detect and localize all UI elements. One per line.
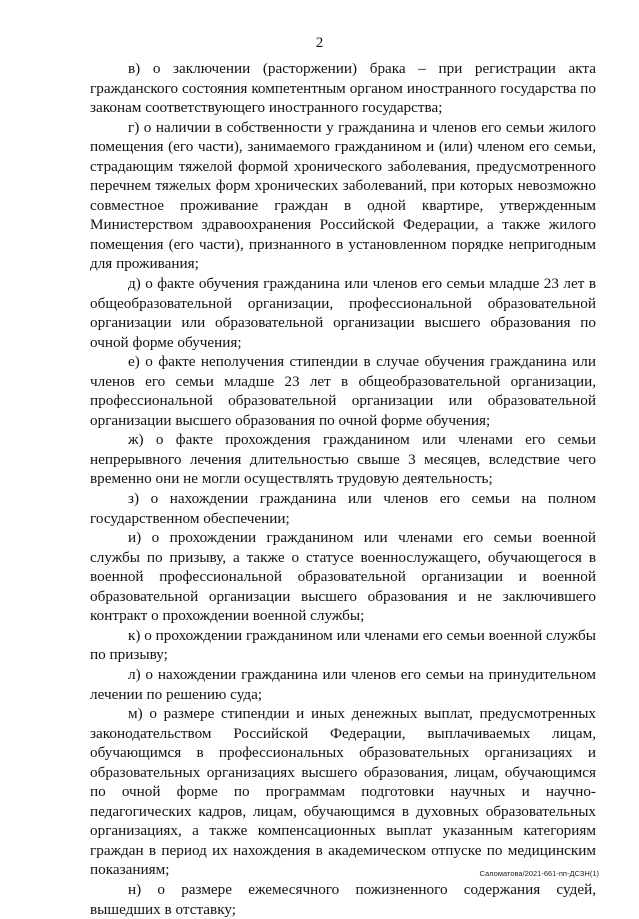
paragraph-e: е) о факте неполучения стипендии в случае обучения гражданина или членов его семьи младше 23 лет в общеобразовательной организации, профессиональной образовательной организации или образовательной организации высшего образования по очной форме обучения; [90, 353, 596, 429]
footer-document-code: Саломатова/2021-661-пп-ДСЗН(1) [479, 869, 599, 878]
paragraph-m: м) о размере стипендии и иных денежных выплат, предусмотренных законодательством Российской Федерации, выплачиваемых лицам, обучающимся в профессиональных образовательных организациях и образовательных организациях высшего образования, лицам, обучающимся по очной форме по программам подготовки научных и научно-педагогических кадров, лицам, обучающимся в духовных образовательных организациях, а также компенсационных выплат указанным категориям граждан в период их нахождения в академическом отпуске по медицинским показаниям; [90, 705, 596, 879]
paragraph-d: д) о факте обучения гражданина или членов его семьи младше 23 лет в общеобразовательной организации, профессиональной образовательной организации или образовательной организации высшего образования по очной форме обучения; [90, 275, 596, 351]
paragraph-z: з) о нахождении гражданина или членов его семьи на полном государственном обеспечении; [90, 490, 596, 527]
document-body [90, 59, 596, 919]
paragraph-n: н) о размере ежемесячного пожизненного содержания судей, вышедших в отставку; [90, 880, 596, 918]
paragraph-k: к) о прохождении гражданином или членами его семьи военной службы по призыву; [90, 626, 596, 664]
paragraph-i: и) о прохождении гражданином или членами его семьи военной службы по призыву, а также о статусе военнослужащего, обучающегося в военной профессиональной образовательной организации и военной образовательной организации высшего образования и не заключившего контракт о прохождении военной службы; [90, 529, 596, 625]
paragraph-l: л) о нахождении гражданина или членов его семьи на принудительном лечении по решению суда; [90, 665, 596, 703]
paragraph-v: в) о заключении (расторжении) брака – при регистрации акта гражданского состояния компетентным органом иностранного государства по законам соответствующего иностранного государства; [90, 60, 596, 117]
page-number: 2 [315, 35, 324, 51]
paragraph-g: г) о наличии в собственности у гражданина и членов его семьи жилого помещения (его части), занимаемого гражданином и (или) членом его семьи, страдающим тяжелой формой хронического заболевания, предусмотренного перечнем тяжелых форм хронических заболеваний, при которых невозможно совместное проживание граждан в одной квартире, утвержденным Министерством здравоохранения Российской Федерации, а также жилого помещения (его части), признанного в установленном порядке непригодным для проживания; [90, 118, 596, 273]
paragraph-zh: ж) о факте прохождения гражданином или членами его семьи непрерывного лечения длительностью свыше 3 месяцев, вследствие чего временно они не могли осуществлять трудовую деятельность; [90, 431, 596, 488]
